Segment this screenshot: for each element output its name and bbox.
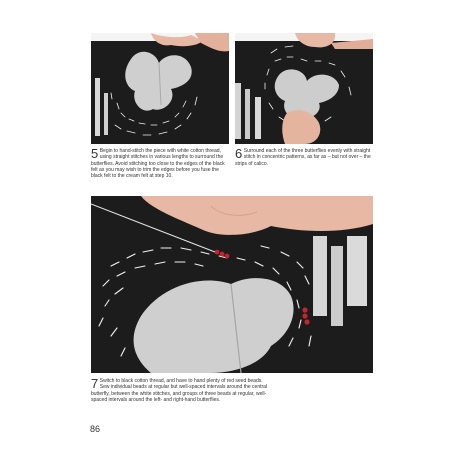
step-5-photo	[91, 33, 229, 144]
step-6-photo	[235, 33, 373, 144]
page-number: 86	[90, 424, 101, 434]
step-7-number: 7	[91, 376, 99, 391]
step-5-number: 5	[91, 146, 99, 161]
step-5-text: Begin to hand-stitch the piece with white cotton thread, using straight stitches in various lengths to surround the butterflies. Avoid stitching too close to the edges of the black felt as you may wish to trim the edges before you fuse the black felt to the cream felt at step 10.	[91, 148, 225, 180]
step-7-text: Switch to black cotton thread, and have to hand plenty of red seed beads. Sew individual beads at regular but well-spaced intervals around the central butterfly, between the white stitches, and groups of three beads at regular, well-spaced intervals around the left- and right-hand butterflies.	[91, 378, 268, 403]
step-7-caption	[91, 378, 271, 403]
step-6-caption	[235, 148, 373, 167]
step-7-photo	[91, 196, 373, 373]
step-5-caption	[91, 148, 229, 179]
step-6-text: Surround each of the three butterflies evenly with straight stitch in concentric patterns, as far as – but not over – the strips of calico.	[235, 148, 371, 167]
step-6-number: 6	[235, 146, 243, 161]
